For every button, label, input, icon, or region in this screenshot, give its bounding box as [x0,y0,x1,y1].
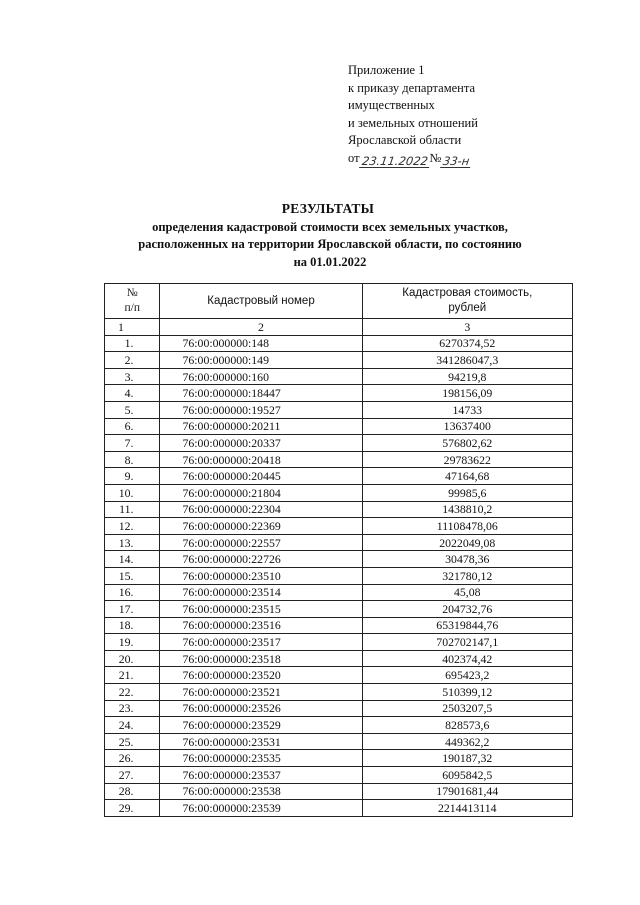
table-row [105,385,573,402]
cadastral-number: 76:00:000000:22557 [160,534,362,551]
row-number: 5. [105,401,160,418]
row-number: 3. [105,368,160,385]
cadastral-value: 2503207,5 [362,700,572,717]
cadastral-number: 76:00:000000:149 [160,352,362,369]
row-number: 8. [105,451,160,468]
cadastral-number: 76:00:000000:23515 [160,601,362,618]
subtitle-line: определения кадастровой стоимости всех земельных участков, [152,220,508,234]
table-row [105,617,573,634]
row-number: 2. [105,352,160,369]
table-row [105,684,573,701]
row-number: 11. [105,501,160,518]
subtitle-line: расположенных на территории Ярославской области, по состоянию [138,237,522,252]
header-cadastral-value: Кадастровая стоимость, рублей [362,284,572,319]
cadastral-value: 17901681,44 [362,783,572,800]
cadastral-value: 13637400 [362,418,572,435]
cadastral-number: 76:00:000000:23535 [160,750,362,767]
row-number: 17. [105,601,160,618]
row-number: 4. [105,385,160,402]
row-number: 6. [105,418,160,435]
cadastral-value: 47164,68 [362,468,572,485]
cadastral-number: 76:00:000000:22369 [160,518,362,535]
cadastral-value: 341286047,3 [362,352,572,369]
cadastral-value: 198156,09 [362,385,572,402]
table-row [105,567,573,584]
cadastral-value: 702702147,1 [362,634,572,651]
cadastral-number: 76:00:000000:23510 [160,567,362,584]
number-label: № [429,150,442,165]
subtitle-line: на 01.01.2022 [293,254,367,269]
cadastral-number: 76:00:000000:160 [160,368,362,385]
table-row [105,551,573,568]
table-row [105,352,573,369]
cadastral-number: 76:00:000000:22726 [160,551,362,568]
cadastral-number: 76:00:000000:23521 [160,684,362,701]
table-row [105,335,573,352]
date-prefix: от [348,150,360,165]
row-number: 23. [105,700,160,717]
cadastral-number: 76:00:000000:23539 [160,800,362,817]
cadastral-value: 204732,76 [362,601,572,618]
row-number: 28. [105,783,160,800]
cadastral-number: 76:00:000000:20211 [160,418,362,435]
appendix-block [348,62,478,168]
cadastral-value: 6095842,5 [362,767,572,784]
appendix-line: имущественных [348,98,435,113]
cadastral-number: 76:00:000000:23516 [160,617,362,634]
table-row [105,401,573,418]
row-number: 9. [105,468,160,485]
document-title: РЕЗУЛЬТАТЫ [281,201,375,216]
appendix-line: Ярославской области [348,133,462,148]
order-date-number-line [348,150,478,168]
handwritten-number: 33-н [442,153,471,168]
row-number: 1. [105,335,160,352]
cadastral-number: 76:00:000000:19527 [160,401,362,418]
table-row [105,783,573,800]
cadastral-value: 45,08 [362,584,572,601]
cadastral-number: 76:00:000000:148 [160,335,362,352]
table-row [105,667,573,684]
row-number: 27. [105,767,160,784]
table-row [105,518,573,535]
handwritten-date: 23.11.2022 [360,153,429,168]
cadastral-number: 76:00:000000:23529 [160,717,362,734]
document-subtitle [10,219,640,271]
row-number: 26. [105,750,160,767]
row-number: 21. [105,667,160,684]
table-row [105,368,573,385]
table-row [105,451,573,468]
cadastral-number: 76:00:000000:20418 [160,451,362,468]
cadastral-number: 76:00:000000:23526 [160,700,362,717]
cadastral-value: 6270374,52 [362,335,572,352]
row-number: 22. [105,684,160,701]
column-number: 2 [160,319,362,336]
table-row [105,800,573,817]
cadastral-value: 30478,36 [362,551,572,568]
header-row-number: № п/п [105,284,160,319]
cadastral-value: 2022049,08 [362,534,572,551]
table-row [105,700,573,717]
cadastral-number: 76:00:000000:23531 [160,733,362,750]
cadastral-value: 94219,8 [362,368,572,385]
table-row [105,484,573,501]
row-number: 18. [105,617,160,634]
row-number: 15. [105,567,160,584]
cadastral-value: 190187,32 [362,750,572,767]
table-row [105,650,573,667]
row-number: 12. [105,518,160,535]
appendix-line: Приложение 1 [348,63,425,77]
column-number: 3 [362,319,572,336]
table-row [105,584,573,601]
row-number: 13. [105,534,160,551]
appendix-line: и земельных отношений [348,115,478,130]
cadastral-value: 828573,6 [362,717,572,734]
row-number: 10. [105,484,160,501]
row-number: 7. [105,435,160,452]
cadastral-number: 76:00:000000:20337 [160,435,362,452]
cadastral-value: 510399,12 [362,684,572,701]
cadastral-number: 76:00:000000:22304 [160,501,362,518]
cadastral-value: 695423,2 [362,667,572,684]
cadastral-value: 449362,2 [362,733,572,750]
row-number: 20. [105,650,160,667]
table-row [105,501,573,518]
cadastral-value: 99985,6 [362,484,572,501]
column-number: 1 [105,319,160,336]
table-row [105,418,573,435]
row-number: 24. [105,717,160,734]
cadastral-value: 11108478,06 [362,518,572,535]
cadastral-number: 76:00:000000:18447 [160,385,362,402]
table-row [105,717,573,734]
cadastral-number: 76:00:000000:23537 [160,767,362,784]
table-row [105,750,573,767]
cadastral-value: 2214413114 [362,800,572,817]
cadastral-value: 65319844,76 [362,617,572,634]
table-row [105,534,573,551]
column-number-row [105,319,573,336]
row-number: 29. [105,800,160,817]
cadastral-number: 76:00:000000:23514 [160,584,362,601]
cadastral-number: 76:00:000000:23517 [160,634,362,651]
cadastral-number: 76:00:000000:23518 [160,650,362,667]
table-row [105,601,573,618]
table-row [105,767,573,784]
cadastral-value: 14733 [362,401,572,418]
cadastral-number: 76:00:000000:20445 [160,468,362,485]
cadastral-value: 29783622 [362,451,572,468]
row-number: 16. [105,584,160,601]
cadastral-number: 76:00:000000:21804 [160,484,362,501]
cadastral-value: 576802,62 [362,435,572,452]
appendix-line: к приказу департамента [348,80,476,95]
table-row [105,435,573,452]
row-number: 19. [105,634,160,651]
header-cadastral-number: Кадастровый номер [160,284,362,319]
table-row [105,733,573,750]
row-number: 14. [105,551,160,568]
table-row [105,634,573,651]
table-row [105,468,573,485]
cadastral-value: 402374,42 [362,650,572,667]
cadastral-value: 321780,12 [362,567,572,584]
cadastral-number: 76:00:000000:23520 [160,667,362,684]
table-header-row [105,284,573,319]
cadastral-number: 76:00:000000:23538 [160,783,362,800]
cadastral-value: 1438810,2 [362,501,572,518]
row-number: 25. [105,733,160,750]
cadastral-value-table [104,283,573,817]
